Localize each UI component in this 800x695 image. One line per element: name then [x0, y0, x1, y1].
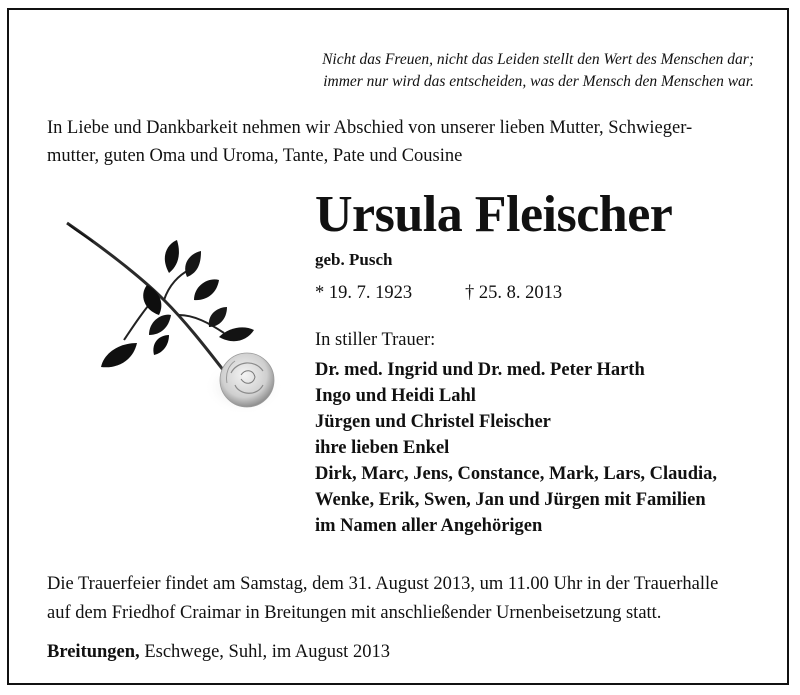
death-date: † 25. 8. 2013: [465, 283, 563, 303]
place-rest: Eschwege, Suhl, im August 2013: [139, 642, 390, 662]
place-and-date: [47, 642, 390, 663]
birth-date: * 19. 7. 1923: [315, 283, 413, 303]
mourner-line: Jürgen und Christel Fleischer: [315, 412, 551, 432]
funeral-notice: [47, 570, 787, 628]
mourners-label: In stiller Trauer:: [315, 330, 436, 350]
maiden-name: geb. Pusch: [315, 250, 393, 269]
place-main: Breitungen,: [47, 642, 140, 662]
intro-line: In Liebe und Dankbarkeit nehmen wir Abschied von unserer lieben Mutter, Schwieger-: [47, 118, 693, 138]
mourners-list: [315, 357, 717, 539]
motto-quote: [322, 49, 754, 93]
motto-line: immer nur wird das entscheiden, was der Mensch den Menschen war.: [323, 73, 754, 90]
mourner-line: Wenke, Erik, Swen, Jan und Jürgen mit Familien: [315, 490, 706, 510]
mourner-line: ihre lieben Enkel: [315, 438, 450, 458]
mourner-line: Dirk, Marc, Jens, Constance, Mark, Lars, Claudia,: [315, 464, 718, 484]
intro-line: mutter, guten Oma und Uroma, Tante, Pate und Cousine: [47, 146, 463, 166]
mourner-line: Ingo und Heidi Lahl: [315, 386, 476, 406]
motto-line: Nicht das Freuen, nicht das Leiden stellt den Wert des Menschen dar;: [322, 51, 754, 68]
rose-icon: [59, 215, 289, 425]
obituary-frame: [7, 8, 789, 685]
mourner-line: im Namen aller Angehörigen: [315, 516, 543, 536]
funeral-line: auf dem Friedhof Craimar in Breitungen mit anschließender Urnenbeisetzung statt.: [47, 603, 662, 623]
deceased-name: Ursula Fleischer: [315, 186, 673, 243]
life-dates: [315, 283, 563, 304]
funeral-line: Die Trauerfeier findet am Samstag, dem 31. August 2013, um 11.00 Uhr in der Trauerhalle: [47, 574, 719, 594]
intro-text: [47, 114, 777, 170]
mourner-line: Dr. med. Ingrid und Dr. med. Peter Harth: [315, 360, 645, 380]
